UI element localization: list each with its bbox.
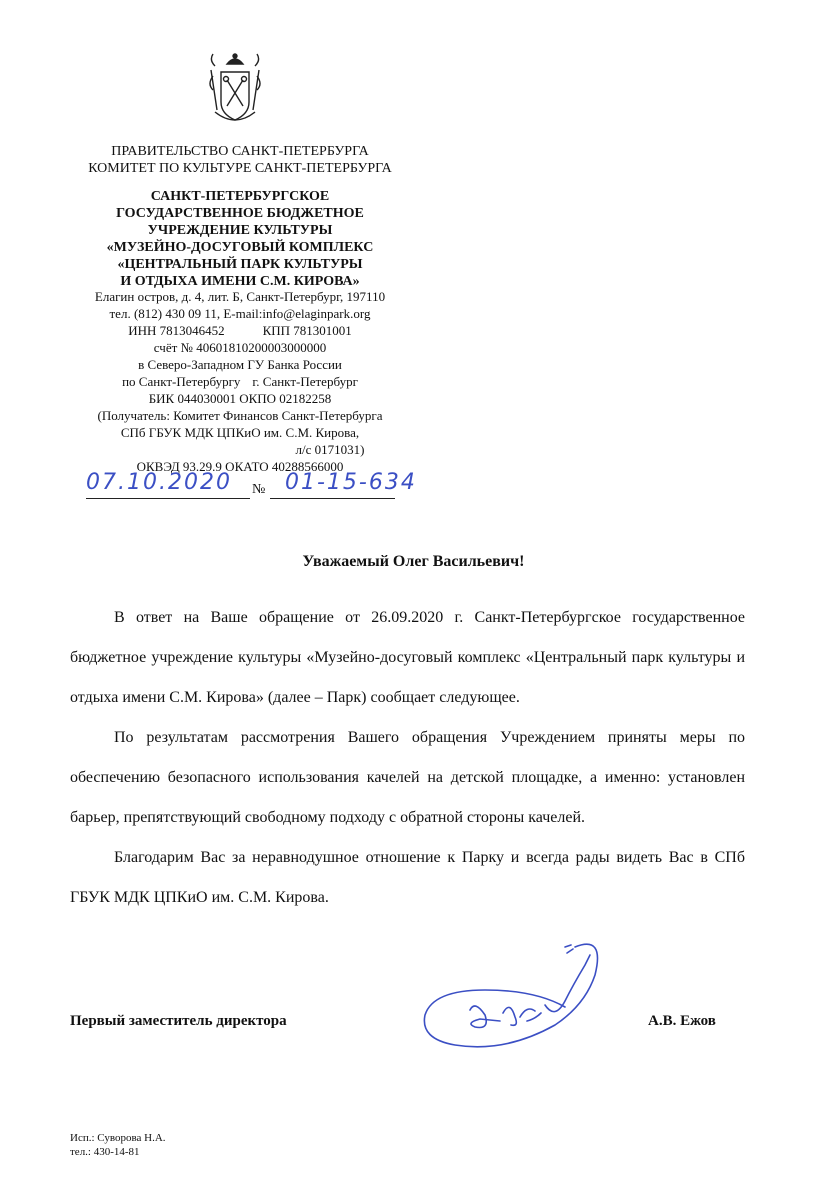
org-line: «ЦЕНТРАЛЬНЫЙ ПАРК КУЛЬТУРЫ [117, 257, 363, 272]
paragraph-text: В ответ на Ваше обращение от 26.09.2020 г. Санкт-Петербургское государственное бюджетное учреждение культуры «Музейно-досуговый комплекс «Центральный парк культуры и отдыха имени С.М. Кирова» (далее – Парк) сообщает следующее. [70, 609, 745, 706]
paragraph-text: Благодарим Вас за неравнодушное отношение к Парку и всегда рады видеть Вас в СПб ГБУК МДК ЦПКиО им. С.М. Кирова. [70, 849, 745, 906]
handwritten-signature [415, 935, 645, 1055]
recipient-account: л/с 0171031) [295, 442, 365, 457]
org-line: УЧРЕЖДЕНИЕ КУЛЬТУРЫ [147, 223, 333, 238]
recipient-line: (Получатель: Комитет Финансов Санкт-Петербурга [97, 408, 383, 423]
registration-date: 07.10.2020 [86, 470, 232, 495]
date-underline [86, 498, 250, 499]
number-sign: № [252, 482, 266, 497]
government-header [70, 143, 410, 177]
bank-region: по Санкт-Петербургу [122, 374, 241, 389]
org-line: ГОСУДАРСТВЕННОЕ БЮДЖЕТНОЕ [116, 206, 364, 221]
recipient-line: СПб ГБУК МДК ЦПКиО им. С.М. Кирова, [120, 425, 360, 440]
bik: БИК 044030001 ОКПО 02182258 [148, 391, 332, 406]
greeting: Уважаемый Олег Васильевич! [302, 553, 525, 570]
org-line: САНКТ-ПЕТЕРБУРГСКОЕ [150, 189, 330, 204]
contacts: тел. (812) 430 09 11, E-mail:info@elaginpark.org [109, 306, 371, 321]
tax-ids [70, 322, 410, 339]
address: Елагин остров, д. 4, лит. Б, Санкт-Петербург, 197110 [94, 289, 386, 304]
number-underline [270, 498, 395, 499]
registration-number: 01-15-634 [285, 470, 417, 495]
bank-line: в Северо-Западном ГУ Банка России [138, 357, 342, 372]
coat-of-arms-icon [205, 50, 265, 130]
org-line: И ОТДЫХА ИМЕНИ С.М. КИРОВА» [120, 274, 360, 289]
paragraph [70, 718, 745, 838]
executor-info [70, 1131, 166, 1159]
executor-phone: тел.: 430-14-81 [70, 1146, 140, 1158]
paragraph [70, 598, 745, 718]
org-line: «МУЗЕЙНО-ДОСУГОВЫЙ КОМПЛЕКС [106, 240, 374, 255]
inn: ИНН 7813046452 [128, 323, 225, 338]
paragraph-text: По результатам рассмотрения Вашего обращения Учреждением приняты меры по обеспечению безопасного использования качелей на детской площадке, а именно: установлен барьер, препятствующий свободному подходу с обратной стороны качелей. [70, 729, 745, 826]
organization-details [70, 288, 410, 475]
bank-account: счёт № 40601810200003000000 [153, 340, 327, 355]
organization-name [70, 188, 410, 290]
government-name: ПРАВИТЕЛЬСТВО САНКТ-ПЕТЕРБУРГА [111, 144, 369, 159]
okved-okato: ОКВЭД 93.29.9 ОКАТО 40288566000 [136, 459, 344, 474]
executor-name: Исп.: Суворова Н.А. [70, 1132, 166, 1144]
paragraph [70, 838, 745, 918]
kpp: КПП 781301001 [262, 323, 352, 338]
bank-city [70, 373, 410, 390]
signatory-name: А.В. Ежов [648, 1013, 716, 1029]
committee-name: КОМИТЕТ ПО КУЛЬТУРЕ САНКТ-ПЕТЕРБУРГА [88, 161, 392, 176]
bank-city-name: г. Санкт-Петербург [252, 374, 358, 389]
signatory-title: Первый заместитель директора [70, 1013, 287, 1029]
